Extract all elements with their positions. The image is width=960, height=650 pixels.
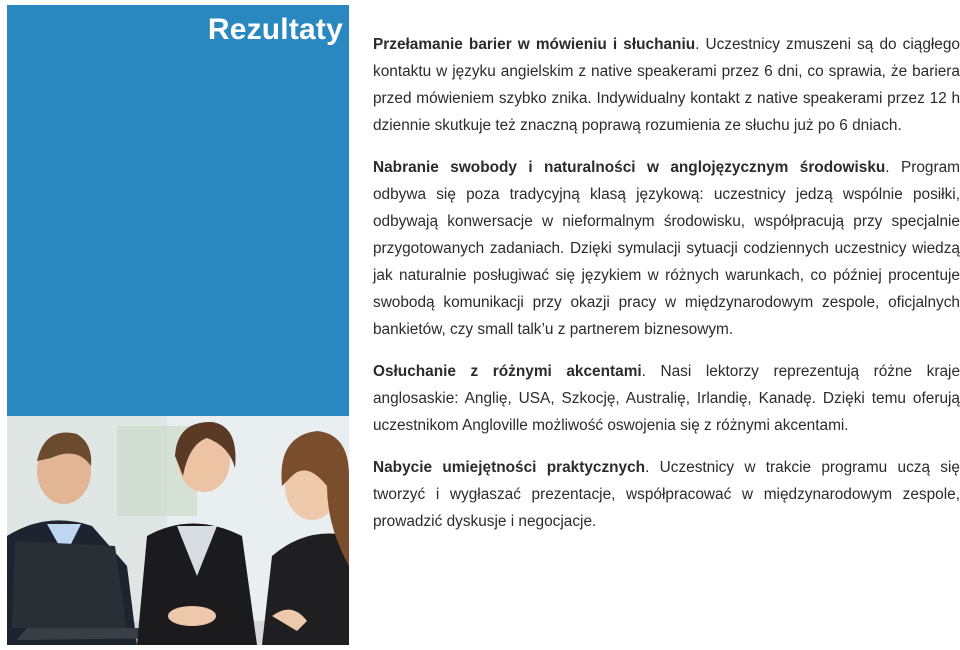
title-panel bbox=[7, 5, 349, 416]
team-photo bbox=[7, 416, 349, 645]
result-text-2: . Program odbywa się poza tradycyjną klasą językową: uczestnicy jedzą wspólnie posiłki, odbywają konwersacje w nieformalnym środowisku, współpracują przy specjalnie przygotowanych zadaniach. Dzięki symulacji sytuacji codziennych uczestnicy wiedzą jak naturalnie posługiwać się językiem w różnych warunkach, co później procentuje swobodą komunikacji przy okazji pracy w międzynarodowym zespole, oficjalnych bankietów, czy small talk’u z partnerem biznesowym. bbox=[373, 159, 960, 338]
results-content bbox=[373, 31, 960, 550]
left-column bbox=[7, 5, 349, 645]
result-heading-2: Nabranie swobody i naturalności w anglojęzycznym środowisku bbox=[373, 159, 886, 176]
page-title: Rezultaty bbox=[207, 13, 343, 46]
result-paragraph-2 bbox=[373, 154, 960, 343]
result-text-3: . Nasi lektorzy reprezentują różne kraje anglosaskie: Anglię, USA, Szkocję, Australię, Irlandię, Kanadę. Dzięki temu oferują uczestnikom Angloville możliwość oswojenia się z różnymi akcentami. bbox=[373, 363, 960, 434]
result-heading-4: Nabycie umiejętności praktycznych bbox=[373, 459, 646, 476]
result-paragraph-4 bbox=[373, 454, 960, 535]
result-paragraph-1 bbox=[373, 31, 960, 139]
result-paragraph-3 bbox=[373, 358, 960, 439]
result-text-4: . Uczestnicy w trakcie programu uczą się tworzyć i wygłaszać prezentacje, współpracować w międzynarodowym zespole, prowadzić dyskusje i negocjacje. bbox=[373, 459, 960, 530]
result-text-1: . Uczestnicy zmuszeni są do ciągłego kontaktu w języku angielskim z native speakerami przez 6 dni, co sprawia, że bariera przed mówieniem szybko znika. Indywidualny kontakt z native speakerami przez 12 h dziennie skutkuje też znaczną poprawą rozumienia ze słuchu już po 6 dniach. bbox=[373, 36, 960, 134]
result-heading-3: Osłuchanie z różnymi akcentami bbox=[373, 363, 642, 380]
result-heading-1: Przełamanie barier w mówieniu i słuchaniu bbox=[373, 36, 696, 53]
